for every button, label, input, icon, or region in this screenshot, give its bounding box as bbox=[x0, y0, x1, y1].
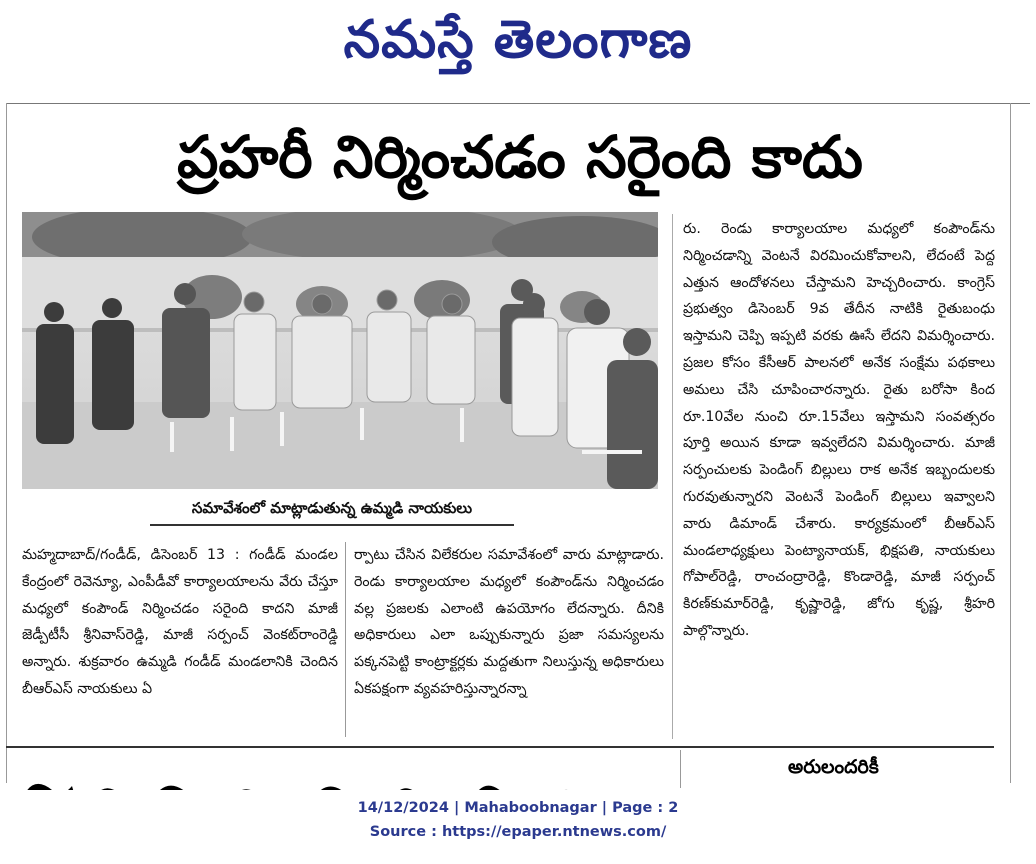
bottom-divider bbox=[680, 750, 681, 788]
article-column-right bbox=[683, 216, 995, 645]
right-border bbox=[1010, 103, 1011, 783]
article-column-2 bbox=[354, 542, 664, 703]
article-column-1 bbox=[22, 542, 338, 703]
bottom-rule bbox=[6, 746, 994, 748]
footer-source-link[interactable]: Source : https://epaper.ntnews.com/ bbox=[369, 824, 667, 840]
next-article-subhead: అరులందరికీ bbox=[788, 756, 879, 778]
footer-date-edition: 14/12/2024 | Mahaboobnagar | Page : 2 bbox=[357, 800, 679, 816]
masthead-logo: నమస్తే తెలంగాణ bbox=[343, 10, 693, 70]
next-article-headline-cut bbox=[12, 764, 652, 790]
column-divider-right bbox=[672, 214, 673, 739]
article-text-1: మహ్మదాబాద్/గండీడ్, డిసెంబర్ 13 : గండీడ్ మండల కేంద్రంలో రెవెన్యూ, ఎంపీడీవో కార్యాలయాలను వేరు చేస్తూ మధ్యలో కంపౌండ్ నిర్మించడం సరైంది కాదని మాజీ జెడ్పీటీసీ శ్రీనివాస్‌రెడ్డి, మాజీ సర్పంచ్ వెంకట్‌రాంరెడ్డి అన్నారు. శుక్రవారం ఉమ్మడి గండీడ్ మండలానికి చెందిన బీఆర్‌ఎస్ నాయకులు ఏ bbox=[22, 547, 338, 697]
column-divider-mid bbox=[345, 542, 346, 737]
article-text-2: ర్పాటు చేసిన విలేకరుల సమావేశంలో వారు మాట్లాడారు. రెండు కార్యాలయాల మధ్యలో కంపౌండ్‌ను నిర్మించడం వల్ల ప్రజలకు ఎలాంటి ఉపయోగం లేదన్నారు. దీనికి అధికారులు ఎలా ఒప్పుకున్నారు ప్రజా సమస్యలను పక్కనపెట్టి కాంట్రాక్టర్లకు మద్దతుగా నిలుస్తున్న అధికారులు ఏకపక్షంగా వ్యవహరిస్తున్నారన్నా bbox=[354, 547, 664, 697]
article-text-right: రు. రెండు కార్యాలయాల మధ్యలో కంపౌండ్‌ను నిర్మించడాన్ని వెంటనే విరమించుకోవాలని, లేదంటే పెద్ద ఎత్తున ఆందోళనలు చేస్తామని హెచ్చరించారు. కాంగ్రెస్ ప్రభుత్వం డిసెంబర్ 9వ తేదీన నాటికి రైతుబంధు ఇస్తామని చెప్పి ఇప్పటి వరకు ఊసే లేదని విమర్శించారు. ప్రజల కోసం కేసీఆర్ పాలనలో అనేక సంక్షేమ పథకాలు అమలు చేసి చూపించారన్నారు. రైతు బరోసా కింద రూ.10వేల నుంచి రూ.15వేలు ఇస్తామని సంవత్సరం పూర్తి అయిన కూడా ఇవ్వలేదని విమర్శించారు. మాజీ సర్పంచులకు పెండింగ్ బిల్లులు రాక అనేక ఇబ్బందులకు గురవుతున్నారని వెంటనే పెండింగ్ బిల్లులు ఇవ్వాలని వారు డిమాండ్ చేశారు. కార్యక్రమంలో బీఆర్‌ఎస్ మండలాధ్యక్షులు పెంట్యానాయక్, భిక్షపతి, నాయకులు గోపాల్‌రెడ్డి, రాంచంద్రారెడ్డి, కొండారెడ్డి, మాజీ సర్పంచ్ కిరణ్‌కుమార్‌రెడ్డి, కృష్ణారెడ్డి, జోగు కృష్ణ, శ్రీహరి పాల్గొన్నారు. bbox=[683, 221, 995, 639]
news-photo bbox=[22, 212, 658, 489]
photo-caption: సమావేశంలో మాట్లాడుతున్న ఉమ్మడి నాయకులు bbox=[150, 494, 514, 526]
left-border bbox=[6, 103, 7, 783]
article-headline: ప్రహరీ నిర్మించడం సరైంది కాదు bbox=[177, 123, 863, 191]
top-rule bbox=[6, 103, 1030, 104]
